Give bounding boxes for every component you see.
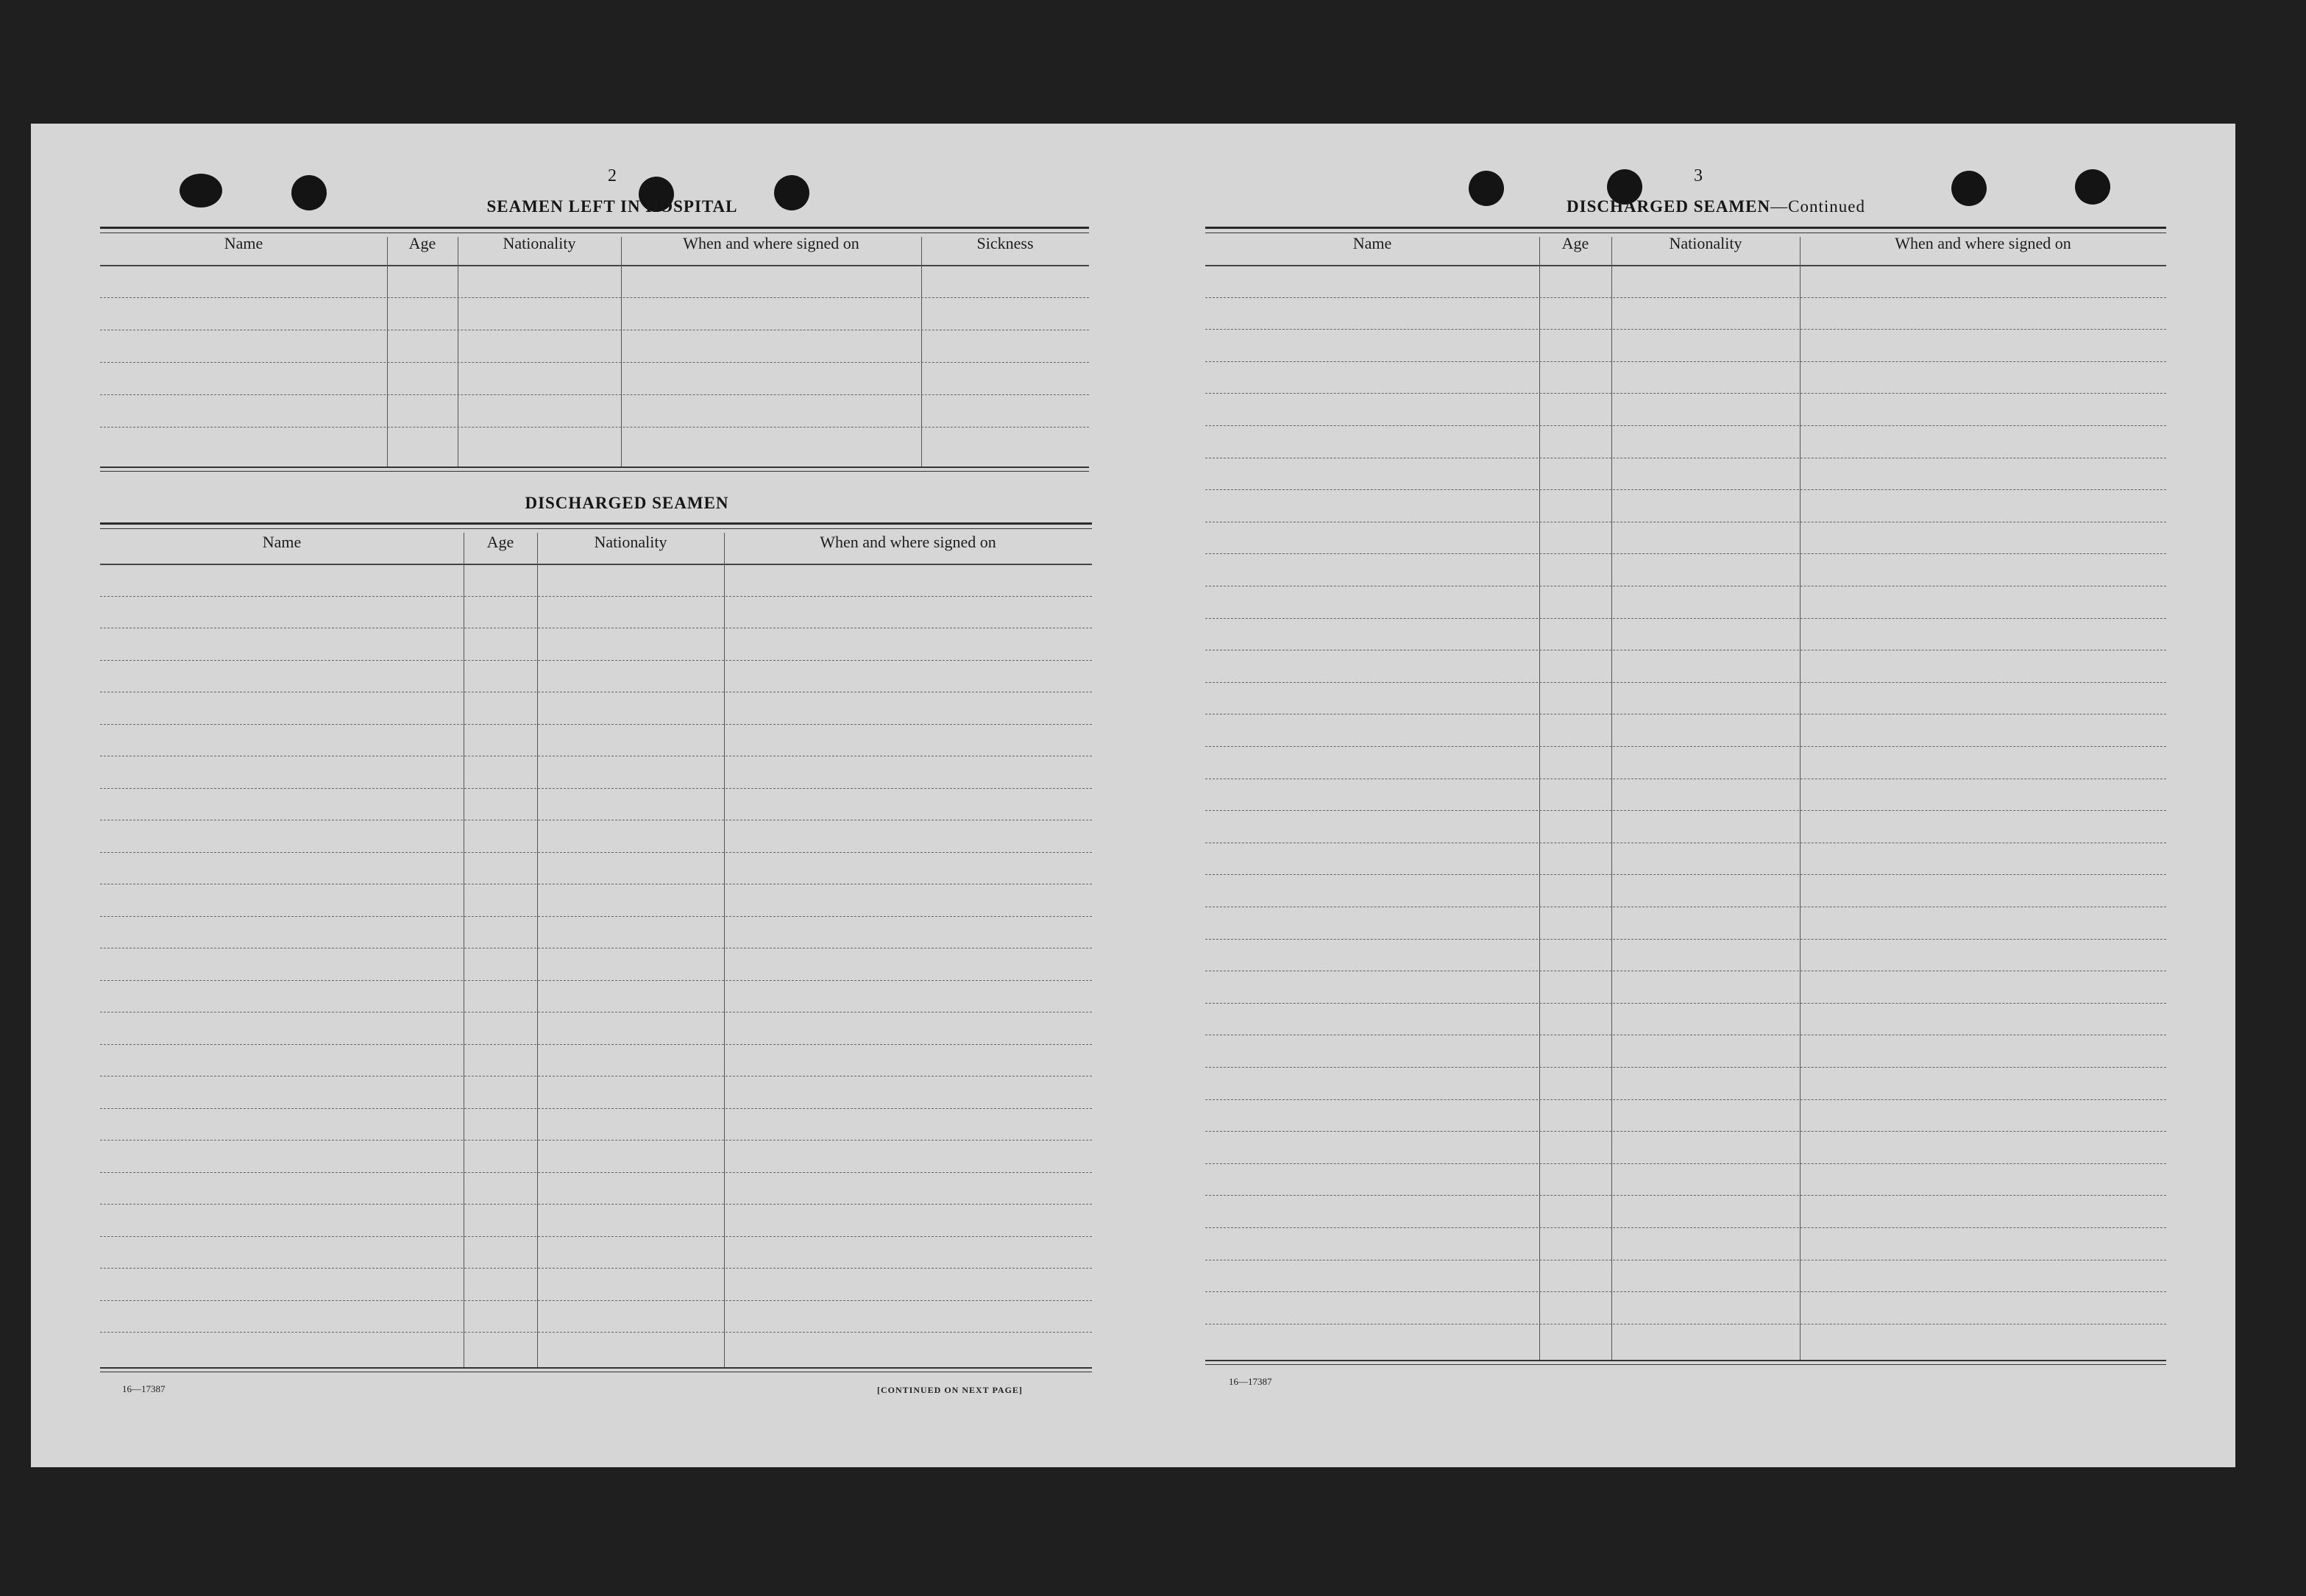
table-row[interactable] [1205,874,2166,875]
column-divider [537,533,538,1367]
table-row[interactable] [100,1236,1092,1237]
left-page-number: 2 [608,166,617,185]
hospital-table [100,227,1089,477]
table-bottom-rule [100,1367,1092,1369]
table-row[interactable] [1205,1099,2166,1100]
table-row[interactable] [1205,361,2166,362]
table-row[interactable] [1205,618,2166,619]
table-row[interactable] [100,788,1092,789]
punch-hole [2075,169,2110,205]
table-row[interactable] [100,916,1092,917]
table-row[interactable] [1205,329,2166,330]
table-row[interactable] [100,1108,1092,1109]
table-row[interactable] [100,596,1092,597]
table-row[interactable] [100,1172,1092,1173]
column-divider [387,237,388,467]
table-row[interactable] [100,394,1089,395]
table-row[interactable] [100,1300,1092,1301]
table-bottom-rule [1205,1360,2166,1361]
column-header: When and where signed on [1895,234,2071,252]
punch-hole [180,174,222,208]
right-footer-code: 16—17387 [1229,1376,1272,1387]
hospital-section-title: SEAMEN LEFT IN HOSPITAL [486,197,738,216]
table-top-rule [100,227,1089,229]
table-row[interactable] [1205,553,2166,554]
column-divider [921,237,922,467]
table-row[interactable] [1205,393,2166,394]
left-footer-code: 16—17387 [122,1383,166,1394]
table-row[interactable] [1205,810,2166,811]
table-row[interactable] [1205,1003,2166,1004]
column-divider [1800,237,1801,1360]
table-row[interactable] [100,724,1092,725]
table-row[interactable] [1205,489,2166,490]
table-row[interactable] [100,1268,1092,1269]
column-divider [1539,237,1540,1360]
column-header: Nationality [594,533,667,551]
table-row[interactable] [1205,297,2166,298]
table-row[interactable] [100,980,1092,981]
table-top-rule [100,528,1092,529]
continued-note: [CONTINUED ON NEXT PAGE] [877,1385,1023,1395]
column-header: Name [224,234,263,252]
discharged-continued-table [1205,227,2166,1364]
table-row[interactable] [1205,1291,2166,1292]
table-row[interactable] [100,1140,1092,1141]
table-row[interactable] [100,1332,1092,1333]
table-row[interactable] [1205,1067,2166,1068]
table-row[interactable] [1205,1131,2166,1132]
column-header: Sickness [976,234,1034,252]
column-header: When and where signed on [820,533,996,551]
table-top-rule [100,522,1092,525]
table-row[interactable] [100,1044,1092,1045]
punch-hole [291,175,327,210]
header-rule [100,265,1089,266]
discharged-continued-title-main: DISCHARGED SEAMEN [1567,197,1771,216]
column-header: Name [1352,234,1392,252]
table-bottom-rule [100,467,1089,468]
table-row[interactable] [1205,682,2166,683]
table-row[interactable] [100,297,1089,298]
discharged-table [100,522,1092,1380]
document-spread [31,124,2235,1467]
table-bottom-rule [100,471,1089,472]
column-header: Age [1561,234,1589,252]
header-rule [100,564,1092,565]
table-row[interactable] [100,660,1092,661]
table-row[interactable] [1205,1163,2166,1164]
column-divider [1611,237,1612,1360]
right-page-number: 3 [1694,166,1703,185]
table-row[interactable] [1205,746,2166,747]
column-header: Name [262,533,302,551]
table-bottom-rule [1205,1364,2166,1365]
column-divider [621,237,622,467]
table-row[interactable] [100,427,1089,428]
discharged-continued-title-suffix: —Continued [1770,197,1865,216]
column-header: When and where signed on [683,234,859,252]
header-rule [1205,265,2166,266]
column-header: Age [408,234,436,252]
table-top-rule [1205,227,2166,229]
column-header: Nationality [503,234,576,252]
table-row[interactable] [100,362,1089,363]
column-header: Nationality [1669,234,1742,252]
table-row[interactable] [100,852,1092,853]
column-divider [724,533,725,1367]
table-row[interactable] [100,1076,1092,1077]
table-row[interactable] [1205,1227,2166,1228]
discharged-section-title: DISCHARGED SEAMEN [525,494,729,512]
table-row[interactable] [1205,939,2166,940]
discharged-continued-section-title [1422,197,2010,216]
column-header: Age [486,533,514,551]
table-row[interactable] [1205,425,2166,426]
table-row[interactable] [100,1204,1092,1205]
table-row[interactable] [1205,1195,2166,1196]
